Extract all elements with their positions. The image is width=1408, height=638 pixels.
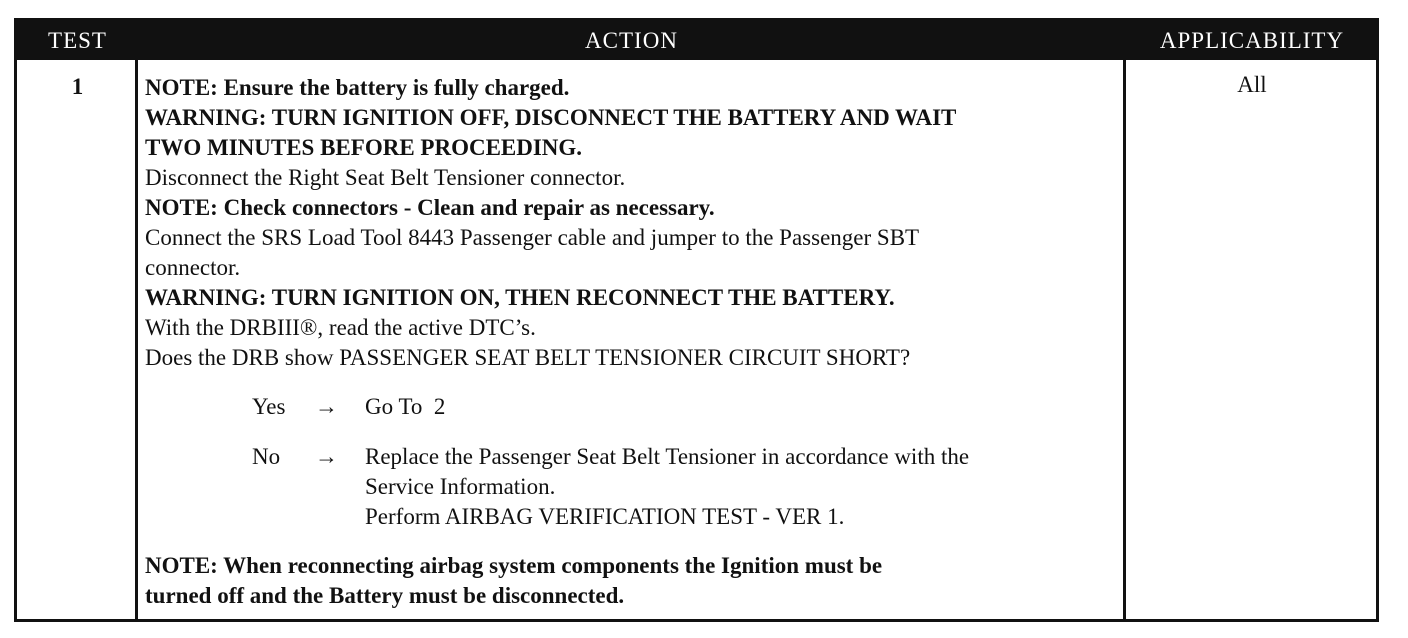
note-reconnecting-line: turned off and the Battery must be disconnected. — [145, 583, 625, 608]
note-reconnecting-line: NOTE: When reconnecting airbag system components the Ignition must be — [145, 553, 883, 578]
arrow-right-icon: → — [315, 394, 338, 419]
header-action: ACTION — [585, 28, 678, 53]
step-connect-load-tool-cont: connector. — [145, 255, 241, 280]
warning-ignition-off-cont: TWO MINUTES BEFORE PROCEEDING. — [145, 135, 583, 160]
yes-result: Go To 2 — [365, 394, 446, 419]
yes-label: Yes — [252, 394, 286, 419]
action-cell — [145, 73, 1120, 611]
header-applicability: APPLICABILITY — [1159, 28, 1345, 53]
step-read-dtc: With the DRBIII®, read the active DTC’s. — [145, 315, 536, 340]
no-branch — [145, 442, 1120, 532]
note-reconnecting — [145, 551, 1120, 611]
warning-ignition-off: WARNING: TURN IGNITION OFF, DISCONNECT THE BATTERY AND WAIT — [145, 105, 957, 130]
yes-branch — [145, 392, 1120, 422]
applicability-value: All — [1237, 72, 1267, 97]
column-divider — [135, 60, 138, 619]
note-battery-charged: NOTE: Ensure the battery is fully charged. — [145, 75, 570, 100]
warning-ignition-on: WARNING: TURN IGNITION ON, THEN RECONNECT THE BATTERY. — [145, 285, 895, 310]
step-connect-load-tool: Connect the SRS Load Tool 8443 Passenger cable and jumper to the Passenger SBT — [145, 225, 920, 250]
note-check-connectors: NOTE: Check connectors - Clean and repair as necessary. — [145, 195, 715, 220]
step-disconnect-connector: Disconnect the Right Seat Belt Tensioner connector. — [145, 165, 626, 190]
no-result-line: Replace the Passenger Seat Belt Tensioner in accordance with the — [365, 444, 970, 469]
column-divider — [1123, 60, 1126, 619]
test-number: 1 — [71, 74, 84, 99]
header-test: TEST — [48, 28, 107, 53]
no-label: No — [252, 444, 281, 469]
no-result-line: Perform AIRBAG VERIFICATION TEST - VER 1. — [365, 504, 845, 529]
diagnostic-test-table — [14, 18, 1379, 622]
no-result-line: Service Information. — [365, 474, 556, 499]
table-header — [17, 21, 1376, 60]
question-dtc-shown: Does the DRB show PASSENGER SEAT BELT TENSIONER CIRCUIT SHORT? — [145, 345, 911, 370]
arrow-right-icon: → — [315, 444, 338, 469]
no-result — [365, 442, 969, 532]
